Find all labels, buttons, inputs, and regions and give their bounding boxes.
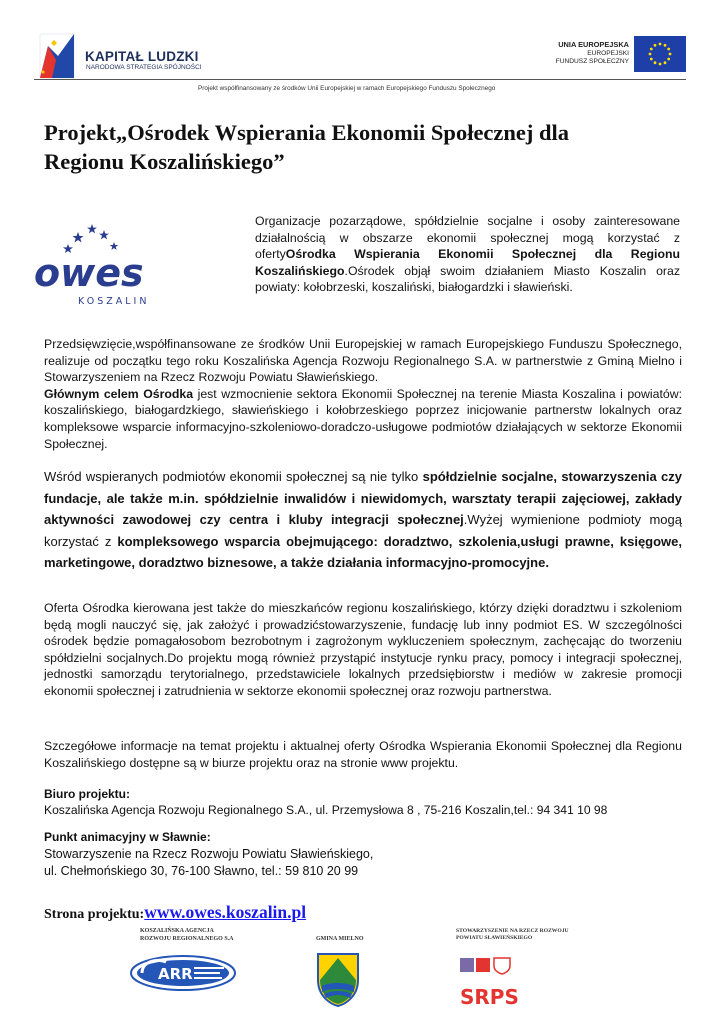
beneficiaries-paragraph — [44, 466, 682, 574]
kapital-ludzki-title: KAPITAŁ LUDZKI — [85, 49, 199, 64]
owes-wordmark: owes — [34, 251, 144, 295]
beneficiaries-bold-1: spółdzielnie socjalne, stowarzyszenia czy fundacje, ale także m.in. spółdzielnie inwalidów i niewidomych, warsztaty terapii zajęciowej, zakłady aktywności zawodowej czy centra i kluby integracji społecznej — [44, 469, 682, 527]
gmina-mielno-crest-icon — [314, 950, 362, 1008]
eu-label-line2: EUROPEJSKI — [587, 49, 629, 57]
eu-label — [545, 41, 629, 67]
kapital-ludzki-subtitle: NARODOWA STRATEGIA SPÓJNOŚCI — [86, 64, 202, 71]
srps-label-line1: STOWARZYSZENIE NA RZECZ ROZWOJU — [456, 928, 569, 934]
project-text-2: jest wzmocnienie sektora Ekonomii Społecznej na terenie Miasta Koszalina i powiatów: koszalińskiego, białogardzkiego, sławieńskiego i kołobrzeskiego poprzez inicjowanie partnerstw lokalnych oraz kompleksowe wsparcie informacyjno-szkoleniowo-doradczo-usługowe podmiotów działających w sektorze Ekonomii Społecznej. — [44, 386, 682, 451]
eu-flag-icon — [634, 36, 686, 72]
header-divider — [34, 79, 686, 80]
office-address: Koszalińska Agencja Rozwoju Regionalnego S.A., ul. Przemysłowa 8 , 75-216 Koszalin,tel.: 94 341 10 98 — [44, 803, 608, 817]
owes-logo — [32, 220, 212, 308]
animation-point-heading: Punkt animacyjny w Sławnie: — [44, 830, 211, 844]
intro-paragraph — [255, 213, 680, 296]
offer-paragraph: Oferta Ośrodka kierowana jest także do mieszkańców regionu koszalińskiego, którzy dzięki doradztwu i szkoleniom będą mogli nauczyć się, jak założyć i prowadzićstowarzyszenie, fundację lub inny podmiot ES. W szczególności ośrodek będzie pomagałosobom bezrobotnym i zagrożonym wykluczeniem społecznym, zachęcając do tworzeniu spółdzielni socjalnych.Do projektu mogą również przystąpić instytucje rynku pracy, pomocy i integracji społecznej, jednostki samorządu terytorialnego, przedstawiciele lokalnych przedsiębiorstw i mediów w zakresie promocji ekonomii społecznej i zatrudnienia w sektorze ekonomii społecznej oraz rozwoju partnerstwa. — [44, 601, 682, 698]
arr-mark: ARR — [158, 965, 193, 983]
project-text-1: Przedsięwzięcie,współfinansowane ze środków Unii Europejskiej w ramach Europejskiego Funduszu Społecznego, realizuje od początku tego roku Koszalińska Agencja Rozwoju Regionalnego S.A. w partnerstwie z Gminą Mielno i Stowarzyszeniem na Rzecz Rozwoju Powiatu Sławieńskiego. — [44, 337, 682, 385]
arr-label — [140, 928, 275, 943]
beneficiaries-text-1: Wśród wspieranych podmiotów ekonomii społecznej są nie tylko — [44, 469, 423, 484]
project-website-link[interactable]: www.owes.koszalin.pl — [144, 902, 307, 922]
eu-label-line3: FUNDUSZ SPOŁECZNY — [555, 58, 629, 65]
intro-text-1: Organizacje pozarządowe, spółdzielnie socjalne i osoby zainteresowane działalnością w obszarze ekonomii społecznej mogą korzystać z oferty — [255, 214, 680, 262]
intro-bold: Ośrodka Wspierania Ekonomii Społecznej dla Regionu Koszalińskiego — [255, 247, 680, 278]
owes-stars-icon — [63, 224, 118, 253]
document-title — [44, 118, 684, 176]
srps-label — [456, 928, 596, 942]
project-goal-bold: Głównym celem Ośrodka — [44, 386, 194, 401]
project-website-label: Strona projektu: — [44, 907, 145, 922]
gmina-label: GMINA MIELNO — [316, 936, 364, 942]
document-title-line1: Projekt„Ośrodek Wspierania Ekonomii Społecznej dla — [44, 120, 570, 145]
srps-mark: SRPS — [460, 985, 518, 1009]
document-title-line2: Regionu Koszalińskiego” — [44, 149, 285, 174]
cofinance-note: Projekt współfinansowany ze środków Unii Europejskiej w ramach Europejskiego Funduszu Społecznego — [198, 85, 496, 92]
srps-logo — [458, 956, 518, 1010]
srps-label-line2: POWIATU SŁAWIEŃSKIEGO — [456, 935, 533, 941]
details-paragraph: Szczegółowe informacje na temat projektu i aktualnej oferty Ośrodka Wspierania Ekonomii Społecznej dla Regionu Koszalińskiego dostępne są w biurze projektu oraz na stronie www projektu. — [44, 739, 682, 770]
office-heading: Biuro projektu: — [44, 787, 130, 801]
eu-label-line1: UNIA EUROPEJSKA — [558, 40, 629, 49]
animation-point-line2: ul. Chełmońskiego 30, 76-100 Sławno, tel.: 59 810 20 99 — [44, 864, 359, 878]
arr-logo — [128, 953, 238, 993]
animation-point-line1: Stowarzyszenie na Rzecz Rozwoju Powiatu Sławieńskiego, — [44, 847, 374, 861]
project-paragraph — [44, 336, 682, 452]
beneficiaries-text-2: .Wyżej wymienione podmioty mogą korzystać z — [44, 512, 682, 549]
project-website — [44, 902, 306, 923]
beneficiaries-bold-2: kompleksowego wsparcia obejmującego: doradztwo, szkolenia,usługi prawne, księgowe, marketingowe, doradztwo biznesowe, a także działania informacyjno-promocyjne. — [44, 533, 683, 570]
kapital-ludzki-logo — [34, 30, 78, 82]
arr-label-line2: ROZWOJU REGIONALNEGO S.A — [140, 935, 234, 942]
owes-city: KOSZALIN — [78, 296, 150, 307]
intro-text-2: .Ośrodek objął swoim działaniem Miasto Koszalin oraz powiaty: kołobrzeski, koszaliński, białogardzki i sławieński. — [255, 263, 680, 295]
arr-label-line1: KOSZALIŃSKA AGENCJA — [140, 928, 214, 934]
